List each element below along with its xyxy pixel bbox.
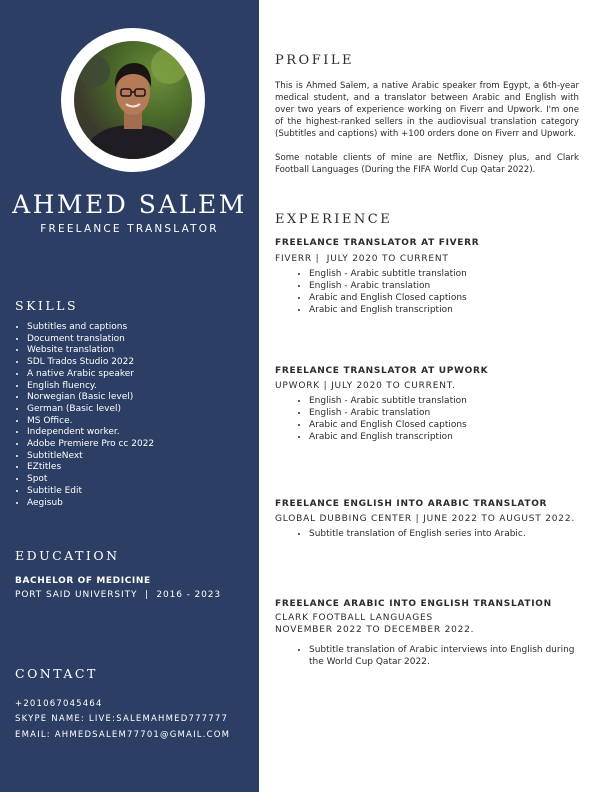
job-duty: • Arabic and English Closed captions xyxy=(309,292,579,304)
job-duties xyxy=(297,395,579,443)
skill-item: • Norwegian (Basic level) xyxy=(27,392,154,404)
job-duty: • Subtitle translation of English series into Arabic. xyxy=(309,528,579,540)
education-school: PORT SAID UNIVERSITY | 2016 - 2023 xyxy=(15,590,222,600)
profile-paragraph: Some notable clients of mine are Netflix, Disney plus, and Clark Football Languages (During the FIFA World Cup Qatar 2022). xyxy=(275,153,579,175)
skill-item: • Spot xyxy=(27,474,154,486)
skill-item: • Website translation xyxy=(27,345,154,357)
skill-item: • EZtitles xyxy=(27,462,154,474)
contact-email[interactable]: EMAIL: AHMEDSALEM77701@GMAIL.COM xyxy=(15,730,231,740)
job-title: FREELANCE TRANSLATOR AT UPWORK xyxy=(275,366,489,376)
profile-heading: PROFILE xyxy=(275,53,354,68)
skill-item: • A native Arabic speaker xyxy=(27,369,154,381)
skill-item: • Document translation xyxy=(27,334,154,346)
skills-heading: SKILLS xyxy=(15,298,79,313)
skill-item: • SDL Trados Studio 2022 xyxy=(27,357,154,369)
profile-photo xyxy=(74,41,192,159)
education-degree: BACHELOR OF MEDICINE xyxy=(15,576,151,586)
job-duty: • Arabic and English Closed captions xyxy=(309,419,579,431)
job-employer-dates: UPWORK | JULY 2020 TO CURRENT. xyxy=(275,381,456,391)
experience-heading: EXPERIENCE xyxy=(275,212,393,227)
contact-skype: SKYPE NAME: LIVE:SALEMAHMED777777 xyxy=(15,714,229,724)
job-title: FREELANCE ARABIC INTO ENGLISH TRANSLATION xyxy=(275,599,552,609)
job-employer-dates: FIVERR | JULY 2020 TO CURRENT xyxy=(275,254,449,264)
job-employer-dates: CLARK FOOTBALL LANGUAGES NOVEMBER 2022 TO DECEMBER 2022. xyxy=(275,613,475,635)
contact-phone: +201067045464 xyxy=(15,699,103,709)
sidebar xyxy=(0,0,259,792)
skills-list xyxy=(15,322,154,509)
skill-item: • Adobe Premiere Pro cc 2022 xyxy=(27,439,154,451)
skill-item: • English fluency. xyxy=(27,381,154,393)
profile-photo-frame xyxy=(61,28,205,172)
job-duty: • English - Arabic subtitle translation xyxy=(309,395,579,407)
person-name: AHMED SALEM xyxy=(12,190,247,219)
job-title: FREELANCE ENGLISH INTO ARABIC TRANSLATOR xyxy=(275,499,548,509)
job-duties xyxy=(297,268,579,316)
job-employer-dates: GLOBAL DUBBING CENTER | JUNE 2022 TO AUGUST 2022. xyxy=(275,514,576,524)
skill-item: • Independent worker. xyxy=(27,427,154,439)
job-duty: • English - Arabic subtitle translation xyxy=(309,268,579,280)
job-tagline: FREELANCE TRANSLATOR xyxy=(40,223,219,235)
job-duties xyxy=(297,528,579,540)
job-title: FREELANCE TRANSLATOR AT FIVERR xyxy=(275,238,480,248)
contact-heading: CONTACT xyxy=(15,666,98,681)
job-duty: • Arabic and English transcription xyxy=(309,304,579,316)
profile-paragraph: This is Ahmed Salem, a native Arabic speaker from Egypt, a 6th-year medical student, and a translator between Arabic and English with over two years of experience working on Fiverr and Upwork. I'm one of the highest-ranked sellers in the audiovisual translation category (Subtitles and captions) with +100 orders done on Fiverr and Upwork. xyxy=(275,81,579,139)
job-duty: • Arabic and English transcription xyxy=(309,431,579,443)
profile-text xyxy=(275,80,579,188)
job-duties xyxy=(297,644,579,668)
skill-item: • German (Basic level) xyxy=(27,404,154,416)
job-duty: • Subtitle translation of Arabic interviews into English during the World Cup Qatar 2022. xyxy=(309,644,579,668)
skill-item: • Aegisub xyxy=(27,498,154,510)
skill-item: • SubtitleNext xyxy=(27,451,154,463)
skill-item: • Subtitles and captions xyxy=(27,322,154,334)
main-content xyxy=(259,0,612,792)
skill-item: • MS Office. xyxy=(27,416,154,428)
job-duty: • English - Arabic translation xyxy=(309,280,579,292)
job-duty: • English - Arabic translation xyxy=(309,407,579,419)
skill-item: • Subtitle Edit xyxy=(27,486,154,498)
education-heading: EDUCATION xyxy=(15,548,120,563)
